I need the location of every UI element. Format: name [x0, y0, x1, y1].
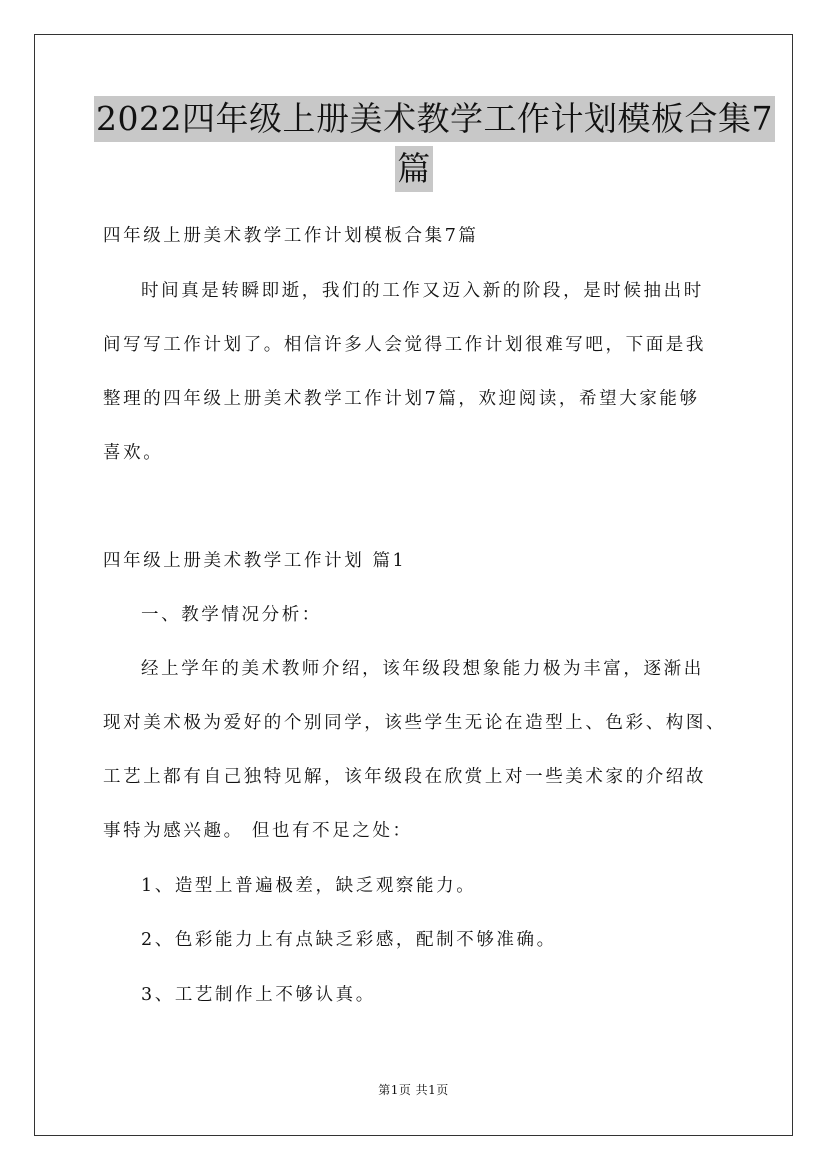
- analysis-line-4: 事特为感兴趣。 但也有不足之处：: [103, 821, 413, 841]
- title-line-1: 2022四年级上册美术教学工作计划模板合集7: [94, 96, 775, 142]
- subheading: 一、教学情况分析：: [141, 605, 322, 625]
- page-border: [34, 34, 793, 1136]
- intro-line-2: 间写写工作计划了。相信许多人会觉得工作计划很难写吧，下面是我: [103, 335, 706, 355]
- point-3: 3、工艺制作上不够认真。: [141, 985, 376, 1005]
- analysis-line-3: 工艺上都有自己独特见解，该年级段在欣赏上对一些美术家的介绍故: [103, 767, 706, 787]
- point-2: 2、色彩能力上有点缺乏彩感，配制不够准确。: [141, 930, 557, 950]
- analysis-line-2: 现对美术极为爱好的个别同学，该些学生无论在造型上、色彩、构图、: [103, 713, 727, 733]
- point-1: 1、造型上普遍极差，缺乏观察能力。: [141, 876, 477, 896]
- analysis-line-1: 经上学年的美术教师介绍，该年级段想象能力极为丰富，逐渐出: [141, 659, 704, 679]
- title-line-2: 篇: [395, 146, 433, 192]
- section-heading: 四年级上册美术教学工作计划 篇1: [103, 551, 407, 571]
- intro-line-1: 时间真是转瞬即逝，我们的工作又迈入新的阶段，是时候抽出时: [141, 281, 704, 301]
- document-title: [94, 96, 773, 192]
- intro-line-4: 喜欢。: [103, 443, 164, 463]
- page-number: 第1页 共1页: [378, 1083, 449, 1097]
- document-subtitle: 四年级上册美术教学工作计划模板合集7篇: [103, 226, 479, 246]
- intro-line-3: 整理的四年级上册美术教学工作计划7篇，欢迎阅读，希望大家能够: [103, 389, 700, 409]
